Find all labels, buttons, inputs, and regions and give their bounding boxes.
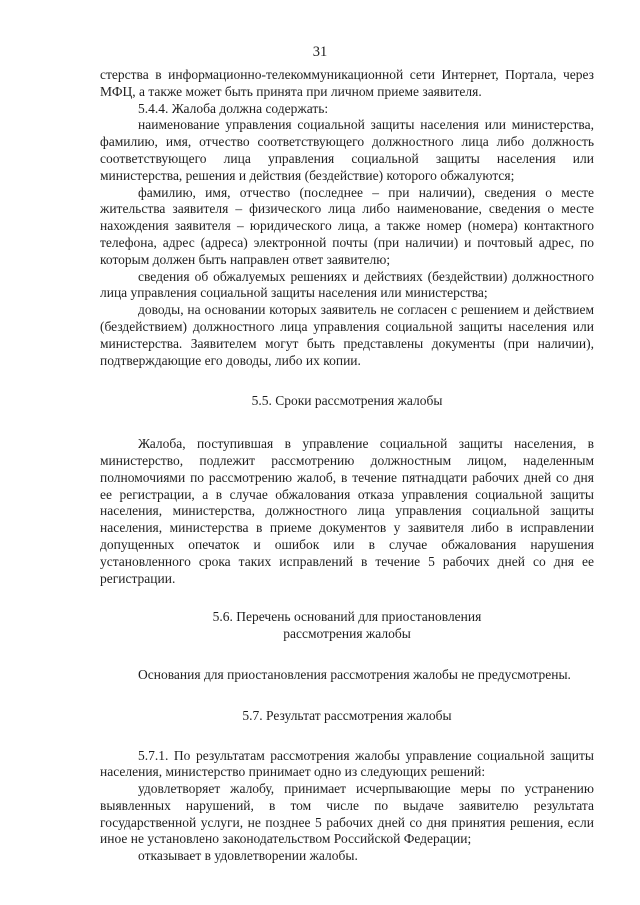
section-heading-line: 5.6. Перечень оснований для приостановления — [212, 609, 482, 625]
section-heading-line: рассмотрения жалобы — [283, 626, 411, 642]
paragraph: стерства в информационно-телекоммуникационной сети Интернет, Портала, через МФЦ, а также может быть принята при личном приеме заявителя. — [100, 67, 594, 99]
paragraph: сведения об обжалуемых решениях и действиях (бездействии) должностного лица управления социальной защиты населения или министерства; — [100, 268, 594, 301]
paragraph: 5.4.4. Жалоба должна содержать: — [138, 100, 329, 116]
section-heading — [100, 708, 594, 725]
paragraph: наименование управления социальной защиты населения или министерства, фамилию, имя, отчество соответствующего должностного лица либо должность соответствующего лица управления социальной защиты населения или министерства, решения и действия (бездействие) которого обжалуются; — [100, 117, 594, 183]
section-heading — [100, 609, 594, 643]
paragraph: отказывает в удовлетворении жалобы. — [138, 848, 358, 864]
paragraph: доводы, на основании которых заявитель не согласен с решением и действием (бездействием) должностного лица управления социальной защиты населения или министерства. Заявителем могут быть представлены документы (при наличии), подтверждающие его доводы, либо их копии. — [100, 302, 594, 368]
section-heading-line: 5.7. Результат рассмотрения жалобы — [242, 707, 452, 723]
paragraph: Жалоба, поступившая в управление социальной защиты населения, в министерство, подлежит рассмотрению должностным лицом, наделенным полномочиями по рассмотрению жалоб, в течение пятнадцати рабочих дней со дня ее регистрации, а в случае обжалования отказа управления социальной защиты населения, министерства, должностного лица управления социальной защиты населения, министерства в приеме документов у заявителя либо в исправлении допущенных опечаток и ошибок или в случае обжалования нарушения установленного срока таких исправлений в течение 5 рабочих дней со дня ее регистрации. — [100, 436, 594, 586]
section-heading — [100, 393, 594, 410]
paragraph: Основания для приостановления рассмотрения жалобы не предусмотрены. — [138, 666, 571, 682]
paragraph: удовлетворяет жалобу, принимает исчерпывающие меры по устранению выявленных нарушений, в том числе по выдаче заявителю результата государственной услуги, не позднее 5 рабочих дней со дня принятия решения, если иное не установлено законодательством Российской Федерации; — [100, 781, 594, 847]
paragraph: 5.7.1. По результатам рассмотрения жалобы управление социальной защиты населения, министерство принимает одно из следующих решений: — [100, 747, 594, 780]
document-body — [100, 67, 594, 865]
paragraph: фамилию, имя, отчество (последнее – при наличии), сведения о месте жительства заявителя – физического лица либо наименование, сведения о месте нахождения заявителя – юридического лица, а также номер (номера) контактного телефона, адрес (адреса) электронной почты (при наличии) и почтовый адрес, по которым должен быть направлен ответ заявителю; — [100, 184, 594, 267]
page-number: 31 — [312, 44, 328, 60]
section-heading-line: 5.5. Сроки рассмотрения жалобы — [251, 393, 443, 409]
